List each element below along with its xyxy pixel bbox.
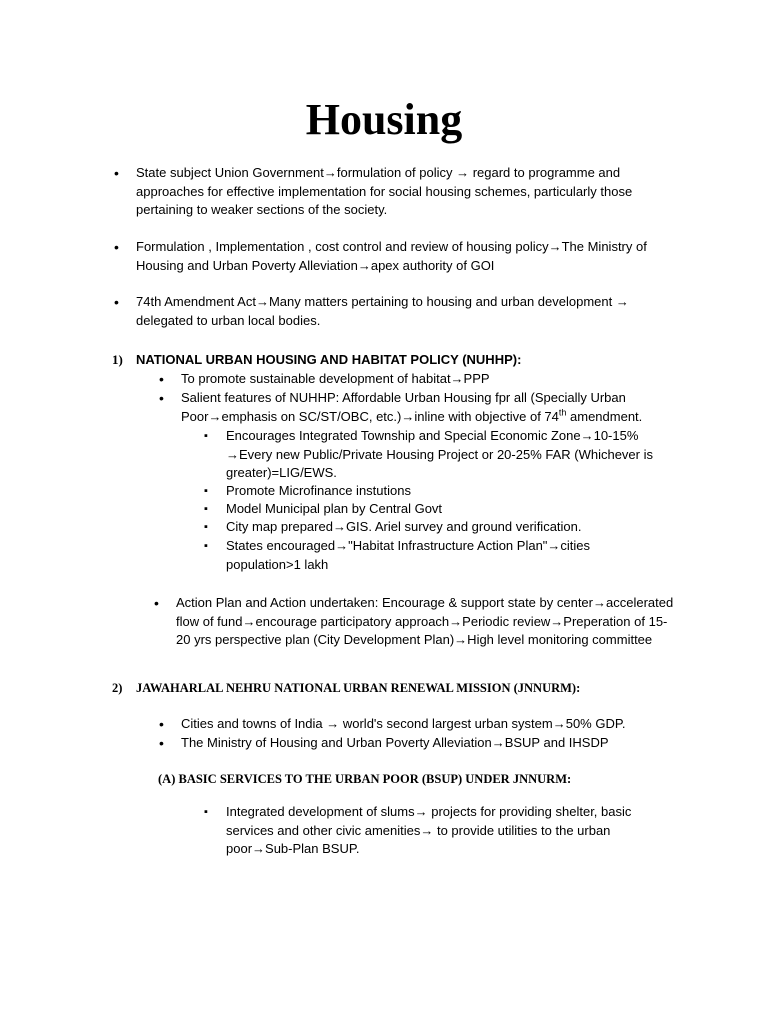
nuhhp-sub-item-5: ▪ States encouraged→"Habitat Infrastructure Action Plan"→cities population>1 lakh [226,537,646,574]
section-2-heading [112,679,581,697]
nuhhp-sub-item-3: ▪ Model Municipal plan by Central Govt [226,500,681,519]
intro-bullet-1: • State subject Union Government→formulation of policy → regard to programme and approaches for effective implementation for social housing schemes, particularly those pertaining to weaker sections of the society. [136,164,676,220]
nuhhp-sub-item-4: ▪ City map prepared→GIS. Ariel survey and ground verification. [226,518,681,537]
section-2-bullet-2: • The Ministry of Housing and Urban Poverty Alleviation→BSUP and IHSDP [181,734,681,753]
section-1-title: NATIONAL URBAN HOUSING AND HABITAT POLICY (NUHHP): [136,352,522,367]
section-1-bullet-2-sup: th [558,407,567,418]
section-1-bullet-3: • Action Plan and Action undertaken: Encourage & support state by center→accelerated flow of fund→encourage participatory approach→Periodic review→Preperation of 15-20 yrs perspective plan (City Development Plan)→High level monitoring committee [176,594,676,650]
section-2-number: 2) [112,681,123,695]
section-1-number: 1) [112,352,123,367]
subsection-a-label: (A) [158,772,176,786]
subsection-a-title: BASIC SERVICES TO THE URBAN POOR (BSUP) UNDER JNNURM: [178,772,572,786]
subsection-a-heading [158,770,571,788]
section-2-title: JAWAHARLAL NEHRU NATIONAL URBAN RENEWAL MISSION (JNNURM): [136,681,581,695]
section-1-heading [112,351,522,369]
intro-bullet-3: • 74th Amendment Act→Many matters pertaining to housing and urban development → delegated to urban local bodies. [136,293,676,330]
section-1-bullet-2 [181,389,681,426]
nuhhp-sub-item-1: ▪ Encourages Integrated Township and Special Economic Zone→10-15% →Every new Public/Private Housing Project or 20-25% FAR (Whichever is greater)=LIG/EWS. [226,427,681,483]
section-1-bullet-2-end: amendment. [566,408,643,424]
page-title: Housing [305,95,463,144]
section-1-bullet-2-text: Salient features of NUHHP: Affordable Urban Housing fpr all (Specially Urban Poor→emphasis on SC/ST/OBC, etc.)→inline with objective of 74 [181,390,626,424]
bsup-item-1: ▪ Integrated development of slums→ projects for providing shelter, basic services and other civic amenities→ to provide utilities to the urban poor→Sub-Plan BSUP. [226,803,676,859]
section-2-bullet-1: • Cities and towns of India → world's second largest urban system→50% GDP. [181,715,681,734]
intro-bullet-2: • Formulation , Implementation , cost control and review of housing policy→The Ministry of Housing and Urban Poverty Alleviation→apex authority of GOI [136,238,676,275]
section-1-bullet-1: • To promote sustainable development of habitat→PPP [181,370,681,389]
nuhhp-sub-item-2: ▪ Promote Microfinance instutions [226,482,681,501]
